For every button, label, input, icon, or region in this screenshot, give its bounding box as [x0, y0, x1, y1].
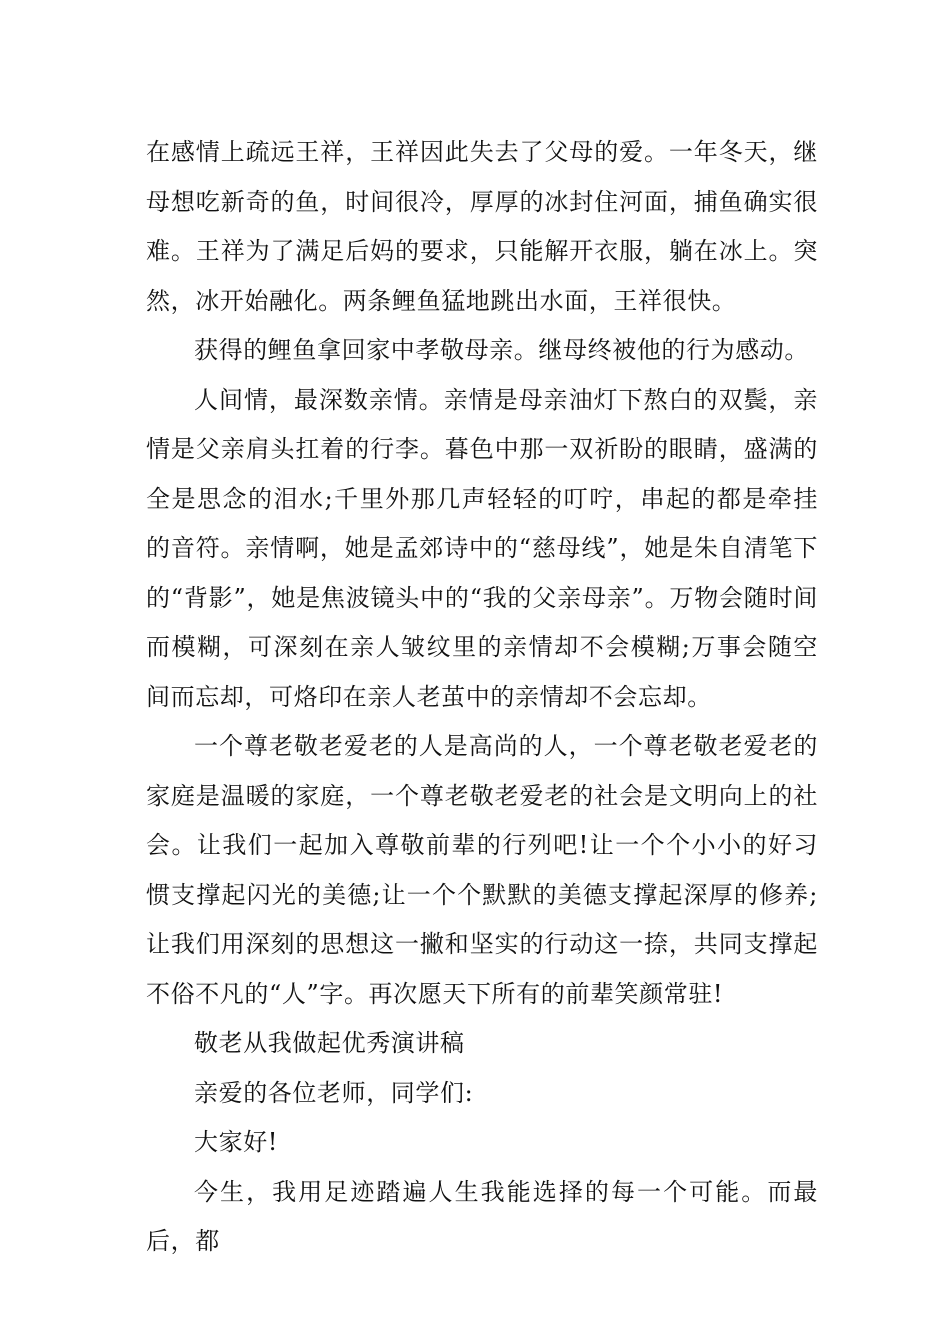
paragraph: 获得的鲤鱼拿回家中孝敬母亲。继母终被他的行为感动。 — [194, 336, 809, 364]
document-body — [146, 128, 818, 1267]
greeting: 大家好! — [194, 1128, 279, 1156]
paragraph: 今生，我用足迹踏遍人生我能选择的每一个可能。而最后，都 — [146, 1177, 818, 1255]
paragraph: 在感情上疏远王祥，王祥因此失去了父母的爱。一年冬天，继母想吃新奇的鱼，时间很冷，厚厚的冰封住河面，捕鱼确实很难。王祥为了满足后妈的要求，只能解开衣服，躺在冰上。突然，冰开始融化。两条鲤鱼猛地跳出水面，王祥很快。 — [146, 138, 818, 315]
salutation: 亲爱的各位老师，同学们: — [194, 1078, 474, 1107]
paragraph: 人间情，最深数亲情。亲情是母亲油灯下熬白的双鬓，亲情是父亲肩头扛着的行李。暮色中那一双祈盼的眼睛，盛满的全是思念的泪水;千里外那几声轻轻的叮咛，串起的都是牵挂的音符。亲情啊，她是孟郊诗中的“慈母线”，她是朱自清笔下的“背影”，她是焦波镜头中的“我的父亲母亲”。万物会随时间而模糊，可深刻在亲人皱纹里的亲情却不会模糊;万事会随空间而忘却，可烙印在亲人老茧中的亲情却不会忘却。 — [146, 385, 818, 711]
section-heading: 敬老从我做起优秀演讲稿 — [194, 1029, 465, 1057]
paragraph: 一个尊老敬老爱老的人是高尚的人，一个尊老敬老爱老的家庭是温暖的家庭，一个尊老敬老爱老的社会是文明向上的社会。让我们一起加入尊敬前辈的行列吧!让一个个小小的好习惯支撑起闪光的美德;让一个个默默的美德支撑起深厚的修养;让我们用深刻的思想这一撇和坚实的行动这一捺，共同支撑起不俗不凡的“人”字。再次愿天下所有的前辈笑颜常驻! — [146, 732, 818, 1008]
